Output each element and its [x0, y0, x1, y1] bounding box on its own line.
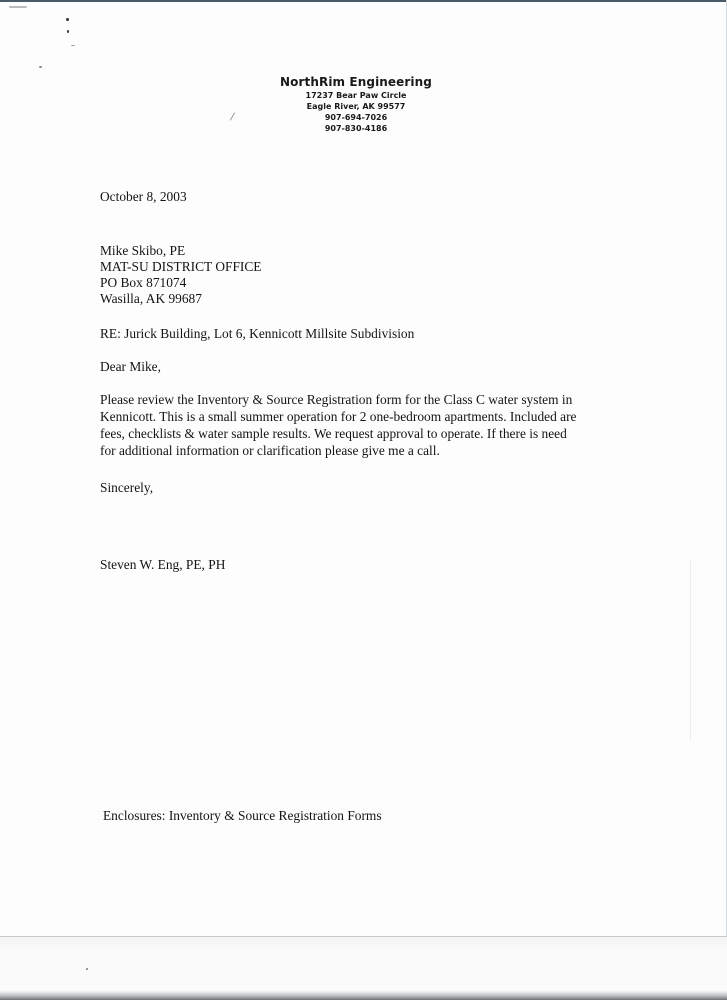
signer-name: Steven W. Eng, PE, PH	[100, 557, 226, 572]
subject-line: RE: Jurick Building, Lot 6, Kennicott Millsite Subdivision	[100, 326, 415, 341]
scan-speck	[86, 968, 88, 970]
scan-speck	[67, 30, 69, 33]
pencil-mark	[230, 112, 235, 120]
recipient-name: Mike Skibo, PE	[100, 243, 186, 258]
salutation: Dear Mike,	[100, 359, 161, 374]
body-line: for additional information or clarification please give me a call.	[100, 443, 440, 458]
company-name: NorthRim Engineering	[280, 75, 432, 89]
scan-margin-line	[690, 560, 691, 740]
body-line: Please review the Inventory & Source Registration form for the Class C water system in	[100, 392, 573, 407]
scan-bottom-shadow	[0, 936, 727, 1000]
company-city: Eagle River, AK 99577	[306, 102, 406, 111]
enclosures-line: Enclosures: Inventory & Source Registration Forms	[103, 808, 382, 823]
company-street: 17237 Bear Paw Circle	[305, 91, 407, 100]
company-phone-2: 907-830-4186	[324, 124, 388, 133]
recipient-po-box: PO Box 871074	[100, 275, 187, 290]
letterhead	[250, 74, 462, 134]
scan-speck	[39, 66, 42, 68]
scan-top-edge	[0, 0, 727, 2]
scan-speck	[66, 18, 69, 21]
company-phone-1: 907-694-7026	[324, 113, 388, 122]
scan-speck	[9, 6, 27, 8]
recipient-city: Wasilla, AK 99687	[100, 291, 202, 306]
recipient-office: MAT-SU DISTRICT OFFICE	[100, 259, 262, 274]
body-line: Kennicott. This is a small summer operation for 2 one-bedroom apartments. Included are	[100, 409, 577, 424]
closing: Sincerely,	[100, 480, 154, 495]
scan-speck	[71, 45, 75, 46]
body-line: fees, checklists & water sample results. We request approval to operate. If there is need	[100, 426, 567, 441]
scan-bottom-line	[0, 936, 727, 937]
letter-date: October 8, 2003	[100, 189, 187, 204]
